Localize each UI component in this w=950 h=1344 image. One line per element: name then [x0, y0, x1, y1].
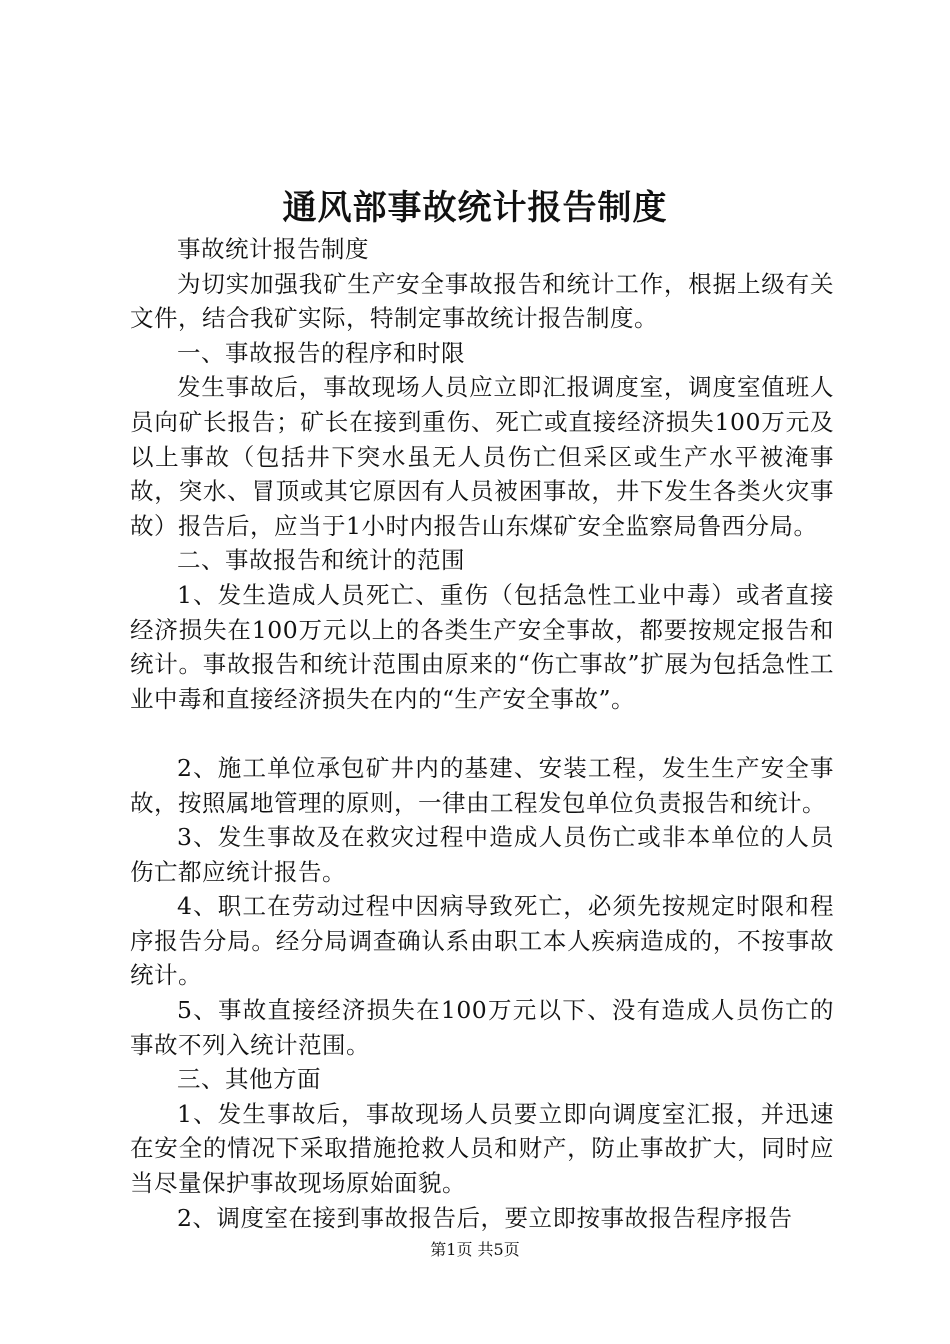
paragraph: 5、事故直接经济损失在100万元以下、没有造成人员伤亡的事故不列入统计范围。 [130, 996, 834, 1059]
paragraph: 2、调度室在接到事故报告后，要立即按事故报告程序报告 [177, 1203, 793, 1232]
paragraph: 发生事故后，事故现场人员应立即汇报调度室，调度室值班人员向矿长报告；矿长在接到重伤、死亡或直接经济损失100万元及以上事故（包括井下突水虽无人员伤亡但采区或生产水平被淹事故，突水、冒顶或其它原因有人员被困事故，井下发生各类火灾事故）报告后，应当于1小时内报告山东煤矿安全监察局鲁西分局。 [130, 373, 834, 540]
paragraph: 1、发生造成人员死亡、重伤（包括急性工业中毒）或者直接经济损失在100万元以上的各类生产安全事故，都要按规定报告和统计。事故报告和统计范围由原来的“伤亡事故”扩展为包括急性工业中毒和直接经济损失在内的“生产安全事故”。 [130, 580, 834, 713]
paragraph: 3、发生事故及在救灾过程中造成人员伤亡或非本单位的人员伤亡都应统计报告。 [130, 823, 834, 886]
document-title: 通风部事故统计报告制度 [282, 188, 668, 228]
page-number: 第1页 共5页 [430, 1240, 520, 1259]
paragraph-intro: 为切实加强我矿生产安全事故报告和统计工作，根据上级有关文件，结合我矿实际，特制定事故统计报告制度。 [130, 269, 834, 333]
paragraph: 1、发生事故后，事故现场人员要立即向调度室汇报，并迅速在安全的情况下采取措施抢救人员和财产，防止事故扩大，同时应当尽量保护事故现场原始面貌。 [130, 1099, 834, 1198]
paragraph: 4、职工在劳动过程中因病导致死亡，必须先按规定时限和程序报告分局。经分局调查确认系由职工本人疾病造成的，不按事故统计。 [130, 892, 834, 990]
section-heading-2: 二、事故报告和统计的范围 [177, 546, 465, 575]
document-body [130, 232, 834, 1235]
section-heading-3: 三、其他方面 [177, 1065, 321, 1094]
section-heading-1: 一、事故报告的程序和时限 [177, 338, 465, 367]
paragraph: 2、施工单位承包矿井内的基建、安装工程，发生生产安全事故，按照属地管理的原则，一律由工程发包单位负责报告和统计。 [130, 753, 834, 817]
paragraph-subtitle: 事故统计报告制度 [177, 235, 369, 263]
